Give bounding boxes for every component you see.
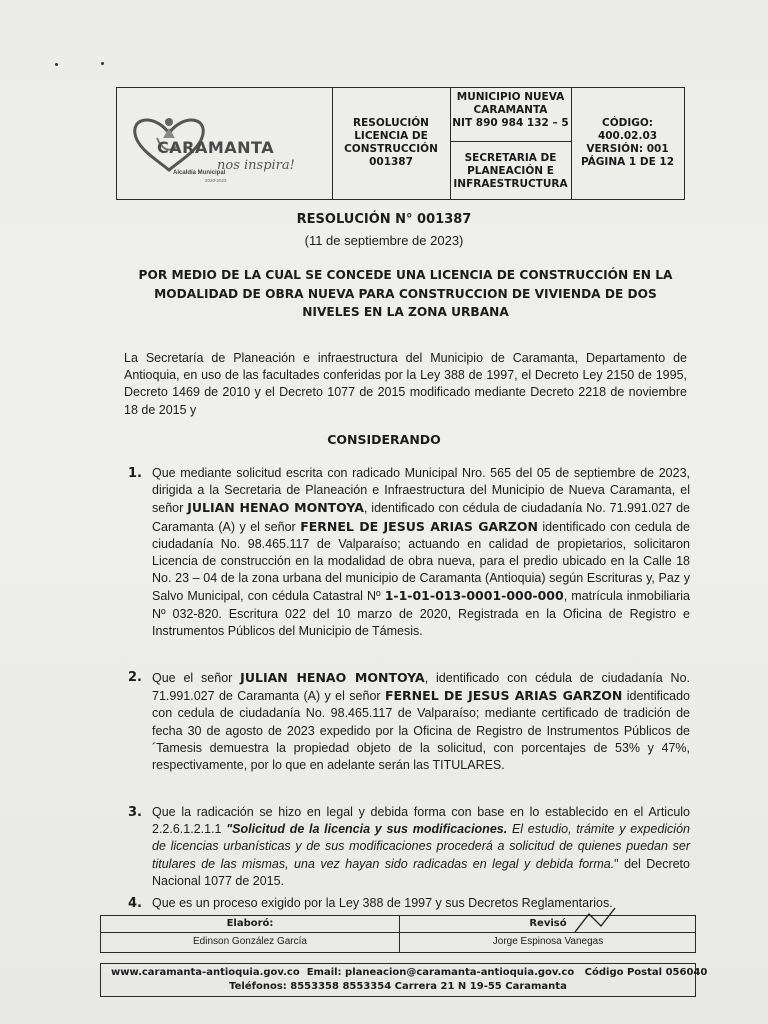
resolution-heading [124,266,687,322]
resolution-date: (11 de septiembre de 2023) [304,233,464,248]
municipality-line: MUNICIPIO NUEVA [456,91,565,103]
reviewed-by-label: Revisó [529,918,567,929]
email-link[interactable]: Email: planeacion@caramanta-antioquia.gov.co [306,967,575,978]
considerando-item [128,465,690,640]
header-table [116,87,685,200]
heading-line: POR MEDIO DE LA CUAL SE CONCEDE UNA LICENCIA DE CONSTRUCCIÓN EN LA [138,268,673,282]
item-text: Que la radicación se hizo en legal y debida forma con base en lo establecido en el Articulo 2.2.6.1.2.1.1 "Solicitud de la licencia y sus modificaciones. El estudio, trámite y expedición de licencias urbanísticas y de sus modificaciones procederá a solicitud de quienes puedan ser titulares de las mismas, una vez hayan sido radicadas en legal y debida forma." del Decreto Nacional 1077 de 2015. [152,805,690,888]
item-number: 1. [128,466,142,481]
scan-speck [101,62,104,65]
resolution-cell-line: LICENCIA DE [354,130,428,142]
postal-code: Código Postal 056040 [584,967,708,978]
code-value: 400.02.03 [597,130,658,142]
reviewed-by-name: Jorge Espinosa Vanegas [492,936,604,947]
page-number: PÁGINA 1 DE 12 [580,156,675,168]
footer-contact [100,963,708,997]
municipality-cell [450,91,571,130]
resolution-cell-line: RESOLUCIÓN [353,117,429,129]
signature-mark-icon [571,906,631,936]
secretariat-line: INFRAESTRUCTURA [453,178,568,190]
item-number: 4. [128,896,142,911]
code-label: CÓDIGO: [602,117,653,129]
resolution-cell-line: CONSTRUCCIÓN [344,143,438,155]
signature-table [100,915,696,953]
intro-paragraph: La Secretaría de Planeación e infraestructura del Municipio de Caramanta, Departamento de Antioquia, en uso de las facultades conferidas por la Ley 388 de 1997, el Decreto Ley 2150 de 1995, Decreto 1469 de 2010 y el Decreto 1077 de 2015 modificado mediante Decreto 2218 de noviembre 18 de 2015 y [124,351,687,417]
footer-line-1 [111,966,707,980]
resolution-cell [332,117,450,169]
prepared-by-label: Elaboró: [226,918,274,929]
logo-slogan: nos inspira! [217,158,295,173]
heading-line: MODALIDAD DE OBRA NUEVA PARA CONSTRUCCION DE VIVIENDA DE DOS [154,286,657,301]
secretariat-cell [450,152,571,191]
logo-brand: CARAMANTA [157,138,275,157]
logo-years: 2020-2023 [205,178,227,183]
considerando-item [128,669,690,774]
website-link[interactable]: www.caramanta-antioquia.gov.co [111,967,300,978]
considerando-item [128,804,690,890]
resolution-number: RESOLUCIÓN N° 001387 [296,212,472,227]
municipality-line: CARAMANTA [473,104,548,116]
item-text: Que es un proceso exigido por la Ley 388 de 1997 y sus Decretos Reglamentarios. [152,896,613,910]
secretariat-line: PLANEACIÓN E [467,165,554,177]
item-number: 2. [128,670,142,685]
resolution-cell-line: 001387 [369,156,413,168]
version-value: VERSIÓN: 001 [586,143,669,155]
secretariat-line: SECRETARIA DE [464,152,557,164]
item-text: Que mediante solicitud escrita con radicado Municipal Nro. 565 del 05 de septiembre de 2023, dirigida a la Secretaria de Planeación e Infraestructura del Municipio de Nueva Caramanta, el señor JULIAN HENAO MONTOYA, identificado con cédula de ciudadanía No. 71.991.027 de Caramanta (A) y el señor FERNEL DE JESUS ARIAS GARZON identificado con cedula de ciudadanía No. 98.465.117 de Valparaíso; actuando en calidad de propietarios, solicitaron Licencia de construcción en la modalidad de obra nueva, para el predio ubicado en la Calle 18 No. 23 – 04 de la zona urbana del municipio de Caramanta (Antioquia) según Escrituras y, Paz y Salvo Municipal, con cédula Catastral Nº 1-1-01-013-0001-000-000, matrícula inmobiliaria Nº 032-820. Escritura 022 del 10 marzo de 2020, Registrada en la Oficina de Registro e Instrumentos Públicos del Municipio de Támesis. [152,466,691,638]
heading-line: NIVELES EN LA ZONA URBANA [302,305,509,319]
item-text: Que el señor JULIAN HENAO MONTOYA, identificado con cédula de ciudadanía No. 71.991.027 de Caramanta (A) y el señor FERNEL DE JESUS ARIAS GARZON identificado con cedula de ciudadanía No. 98.465.117 de Valparaíso; mediante certificado de tradición de fecha 30 de agosto de 2023 expedido por la Oficina de Registro de Instrumentos Públicos de´Tamesis demuestra la propiedad objeto de la solicitud, con porcentajes de 53% y 47%, respectivamente, por lo que en adelante serán las TITULARES. [152,670,691,773]
prepared-by-name: Edinson González García [193,936,307,947]
scan-speck [55,63,58,66]
footer-phones: Teléfonos: 8553358 8553354 Carrera 21 N 19-55 Caramanta [229,981,567,992]
logo-subtitle: Alcaldía Municipal [173,170,226,176]
code-cell [571,117,684,169]
municipality-nit: NIT 890 984 132 – 5 [452,117,569,129]
municipal-logo [117,88,332,198]
item-number: 3. [128,805,142,820]
considerando-heading: CONSIDERANDO [327,432,441,447]
